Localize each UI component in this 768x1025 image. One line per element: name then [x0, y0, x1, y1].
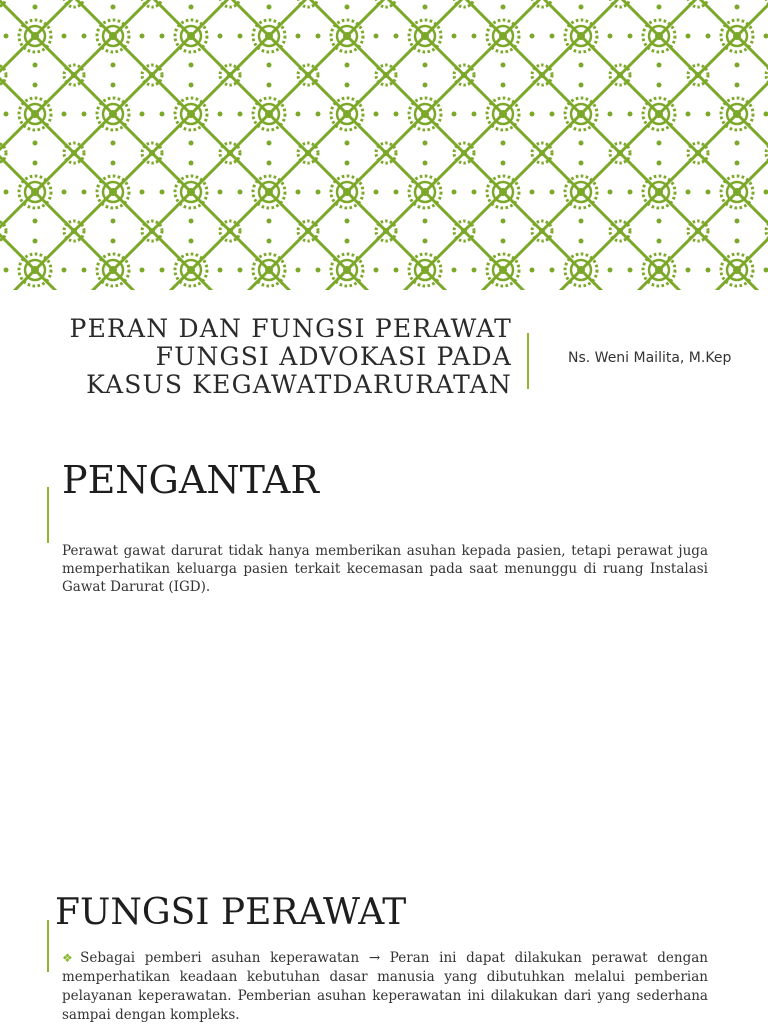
pengantar-heading: PENGANTAR	[62, 458, 319, 502]
title-divider	[527, 333, 529, 389]
pengantar-body: Perawat gawat darurat tidak hanya memberikan asuhan kepada pasien, tetapi perawat juga memperhatikan keluarga pasien terkait kecemasan pada saat menunggu di ruang Instalasi Gawat Darurat (IGD).	[62, 543, 708, 595]
diamond-bullet-icon: ❖	[62, 951, 79, 965]
fungsi-body	[62, 949, 708, 1025]
author-name: Ns. Weni Mailita, M.Kep	[568, 350, 732, 366]
fungsi-accent-bar	[47, 920, 49, 972]
pengantar-accent-bar	[47, 487, 49, 543]
fungsi-heading: FUNGSI PERAWAT	[55, 892, 407, 933]
fungsi-body-text: Sebagai pemberi asuhan keperawatan → Peran ini dapat dilakukan perawat dengan memperhatikan keadaan kebutuhan dasar manusia yang dibutuhkan melalui pemberian pelayanan keperawatan. Pemberian asuhan keperawatan ini dilakukan dari yang sederhana sampai dengan kompleks.	[62, 950, 708, 1023]
title-line-3: KASUS KEGAWATDARURATAN	[86, 370, 512, 399]
title-line-2: FUNGSI ADVOKASI PADA	[155, 342, 512, 371]
ornament-pattern-icon	[0, 0, 768, 290]
presentation-title	[40, 315, 512, 399]
title-line-1: PERAN DAN FUNGSI PERAWAT	[69, 314, 512, 343]
decorative-pattern-banner	[0, 0, 768, 290]
